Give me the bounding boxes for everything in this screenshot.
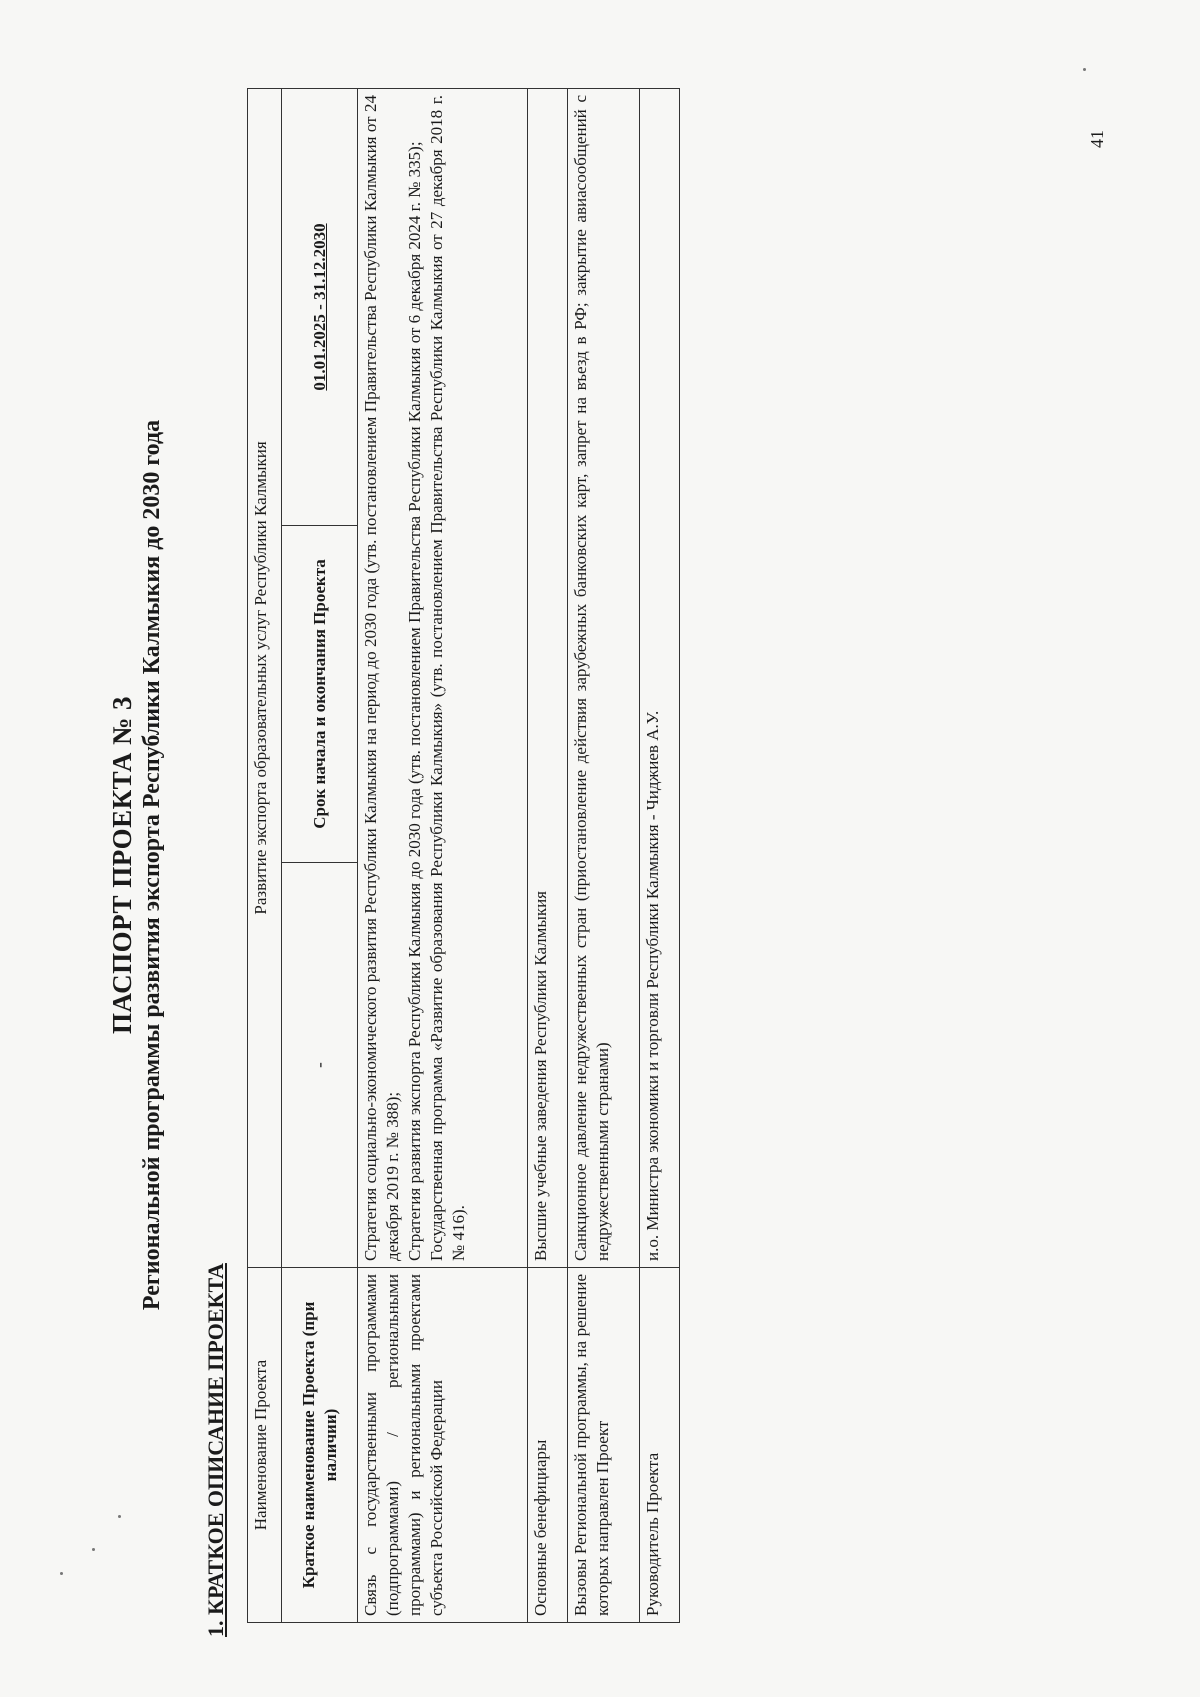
value-project-term: 01.01.2025 - 31.12.2030	[282, 89, 358, 526]
scan-speck	[1083, 68, 1086, 71]
scan-speck	[118, 1515, 121, 1518]
value-project-name: Развитие экспорта образовательных услуг Республики Калмыкия	[248, 89, 282, 1268]
table-row	[358, 89, 528, 1623]
label-short-name: Краткое наименование Проекта (при наличии)	[282, 1268, 358, 1623]
table-row	[282, 89, 358, 1623]
page-number: 41	[1087, 130, 1107, 148]
document-title: ПАСПОРТ ПРОЕКТА № 3	[107, 696, 137, 1034]
label-program-links: Связь с государственными программами (подпрограммами) / региональными программами) и региональными проектами субъекта Российской Федерации	[358, 1268, 528, 1623]
rotated-page	[75, 85, 1135, 1645]
table-row	[528, 89, 568, 1623]
table-row	[568, 89, 640, 1623]
value-beneficiaries: Высшие учебные заведения Республики Калмыкия	[528, 89, 568, 1268]
table-row	[248, 89, 282, 1623]
scan-speck	[92, 1548, 95, 1551]
list-item: Стратегия социально-экономического развития Республики Калмыкия на период до 2030 года (утв. постановлением Правительства Республики Калмыкия от 24 декабря 2019 г. № 388);	[361, 95, 402, 1261]
value-project-head: и.о. Министра экономики и торговли Республики Калмыкия - Чиджиев А.У.	[640, 89, 680, 1268]
value-program-links	[358, 89, 528, 1268]
project-passport-table	[247, 88, 680, 1623]
label-project-name: Наименование Проекта	[248, 1268, 282, 1623]
value-short-name: -	[282, 863, 358, 1268]
value-challenges: Санкционное давление недружественных стран (приостановление действия зарубежных банковских карт, запрет на въезд в РФ; закрытие авиасообщений с недружественными странами)	[568, 89, 640, 1268]
list-item: Стратегия развития экспорта Республики Калмыкия до 2030 года (утв. постановлением Правительства Республики Калмыкия от 6 декабря 2024 г. № 335);	[405, 141, 424, 1261]
document-subtitle: Региональной программы развития экспорта Республики Калмыкия до 2030 года	[139, 419, 165, 1311]
list-item: Государственная программа «Развитие образования Республики Калмыкия» (утв. постановлением Правительства Республики Калмыкия от 27 декабря 2018 г. № 416).	[427, 95, 468, 1261]
scan-speck	[60, 1572, 63, 1575]
label-challenges: Вызовы Региональной программы, на решение которых направлен Проект	[568, 1268, 640, 1623]
section-heading: 1. КРАТКОЕ ОПИСАНИЕ ПРОЕКТА	[203, 1263, 228, 1637]
label-beneficiaries: Основные бенефициары	[528, 1268, 568, 1623]
label-project-head: Руководитель Проекта	[640, 1268, 680, 1623]
label-project-term: Срок начала и окончания Проекта	[282, 526, 358, 863]
table-row	[640, 89, 680, 1623]
